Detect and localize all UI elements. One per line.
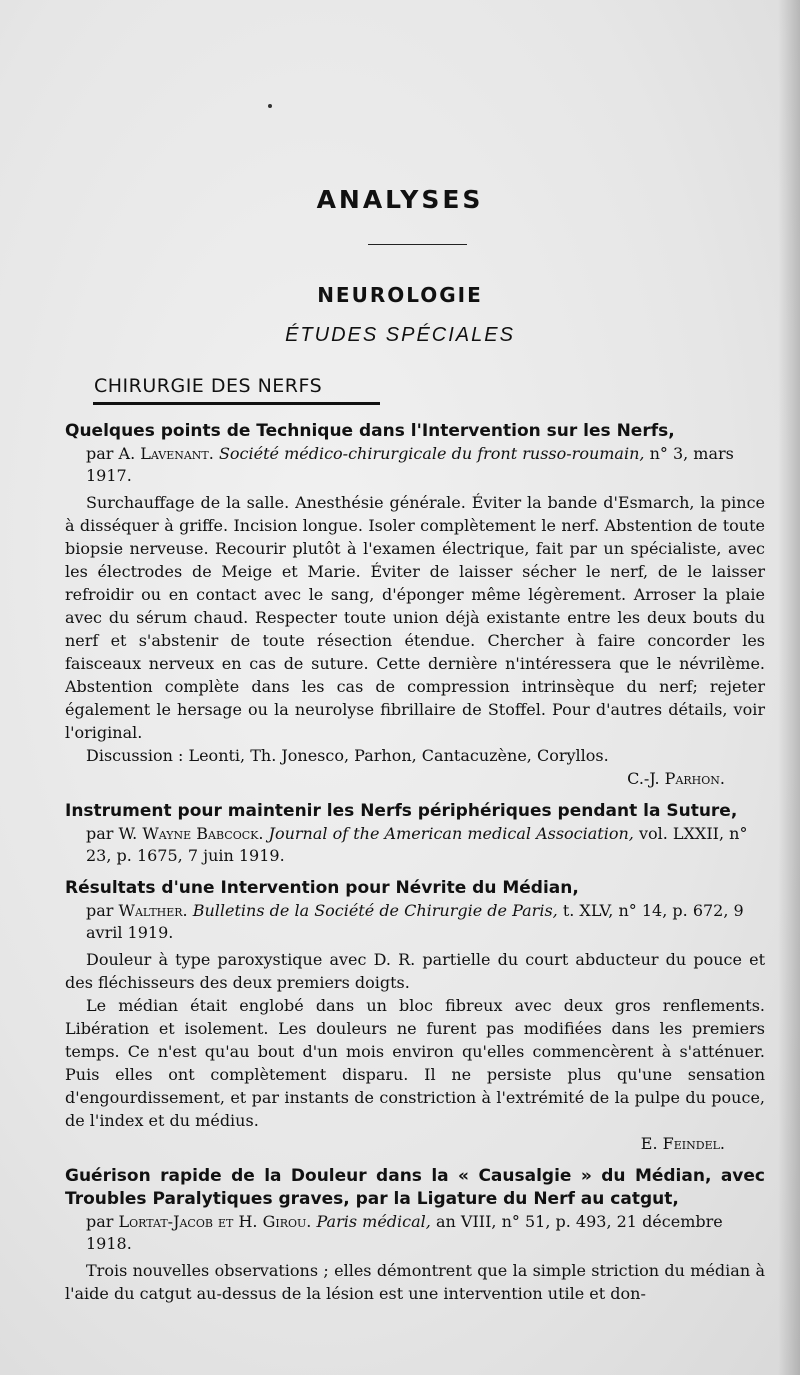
citation-journal: Société médico-chirurgicale du front russo-roumain, — [218, 444, 645, 463]
citation-journal: Bulletins de la Société de Chirurgie de Paris, — [192, 901, 558, 920]
citation-author: A. Lavenant. — [118, 444, 214, 463]
abstracts-list — [65, 420, 765, 1315]
abstract-entry — [65, 1165, 765, 1305]
print-speck — [268, 104, 272, 108]
subsubsection-title: ÉTUDES SPÉCIALES — [285, 324, 515, 346]
citation-ref: n° 3, mars 1917. — [86, 444, 734, 485]
abstract-title: Instrument pour maintenir les Nerfs périphériques pendant la Suture, — [65, 801, 738, 821]
abstract-paragraph: Surchauffage de la salle. Anesthésie générale. Éviter la bande d'Esmarch, la pince à disséquer à griffe. Incision longue. Isoler complètement le nerf. Abstention de toute biopsie nerveuse. Recourir plutôt à l'examen électrique, fait par un spécialiste, avec les électrodes de Meige et Marie. Éviter de laisser sécher le nerf, de le laisser refroidir ou en contact avec le sang, d'éponger même légèrement. Arroser la plaie avec du sérum chaud. Respecter toute union déjà existante entre les deux bouts du nerf et s'abstenir de toute résection étendue. Chercher à faire concorder les faisceaux nerveux en cas de suture. Cette dernière n'intéressera que le névrilème. Abstention complète dans les cas de compression intrinsèque du nerf; rejeter également le hersage ou la neurolyse fibrillaire de Stoffel. Pour d'autres détails, voir l'original. — [65, 493, 765, 742]
abstract-citation — [65, 900, 765, 944]
category-rule — [93, 402, 380, 405]
abstract-title: Quelques points de Technique dans l'Intervention sur les Nerfs, — [65, 421, 675, 441]
citation-ref: vol. LXXII, n° 23, p. 1675, 7 juin 1919. — [86, 824, 748, 865]
abstract-citation — [65, 823, 765, 867]
citation-prefix: par — [86, 1212, 119, 1231]
citation-author: Lortat-Jacob et H. Girou. — [118, 1212, 312, 1231]
abstract-title: Guérison rapide de la Douleur dans la « Causalgie » du Médian, avec Troubles Paralytiques graves, par la Ligature du Nerf au catgut, — [65, 1166, 765, 1209]
section-title: ANALYSES — [316, 185, 484, 214]
subsection-title: NEUROLOGIE — [317, 283, 483, 307]
abstract-paragraph: Douleur à type paroxystique avec D. R. partielle du court abducteur du pouce et des fléchisseurs des deux premiers doigts. — [65, 950, 765, 992]
citation-prefix: par — [86, 444, 119, 463]
citation-ref: t. XLV, n° 14, p. 672, 9 avril 1919. — [86, 901, 744, 942]
citation-journal: Paris médical, — [316, 1212, 431, 1231]
citation-journal: Journal of the American medical Association, — [268, 824, 634, 843]
abstract-entry — [65, 420, 765, 790]
abstract-citation — [65, 1211, 765, 1255]
abstract-paragraph: Le médian était englobé dans un bloc fibreux avec deux gros renflements. Libération et isolement. Les douleurs ne furent pas modifiées dans les premiers temps. Ce n'est qu'au bout d'un mois environ qu'elles commencèrent à s'atténuer. Puis elles ont complètement disparu. Il ne persiste plus qu'une sensation d'engourdissement, et par instants de constriction à l'extrémité de la pulpe du pouce, de l'index et du médius. — [65, 996, 765, 1130]
citation-ref: an VIII, n° 51, p. 493, 21 décembre 1918. — [86, 1212, 723, 1253]
citation-prefix: par — [86, 901, 119, 920]
abstract-signature: C.-J. Parhon. — [627, 769, 725, 788]
abstract-paragraph: Trois nouvelles observations ; elles démontrent que la simple striction du médian à l'aide du catgut au-dessus de la lésion est une intervention utile et don- — [65, 1261, 765, 1303]
abstract-title: Résultats d'une Intervention pour Névrite du Médian, — [65, 878, 579, 898]
citation-prefix: par — [86, 824, 119, 843]
citation-author: Walther. — [118, 901, 188, 920]
abstract-entry — [65, 800, 765, 867]
abstract-signature: E. Feindel. — [640, 1134, 725, 1153]
citation-author: W. Wayne Babcock. — [118, 824, 264, 843]
abstract-entry — [65, 877, 765, 1155]
abstract-citation — [65, 443, 765, 487]
title-rule — [368, 244, 467, 245]
abstract-paragraph: Discussion : Leonti, Th. Jonesco, Parhon, Cantacuzène, Coryllos. — [86, 746, 609, 765]
category-heading: CHIRURGIE DES NERFS — [94, 375, 323, 397]
